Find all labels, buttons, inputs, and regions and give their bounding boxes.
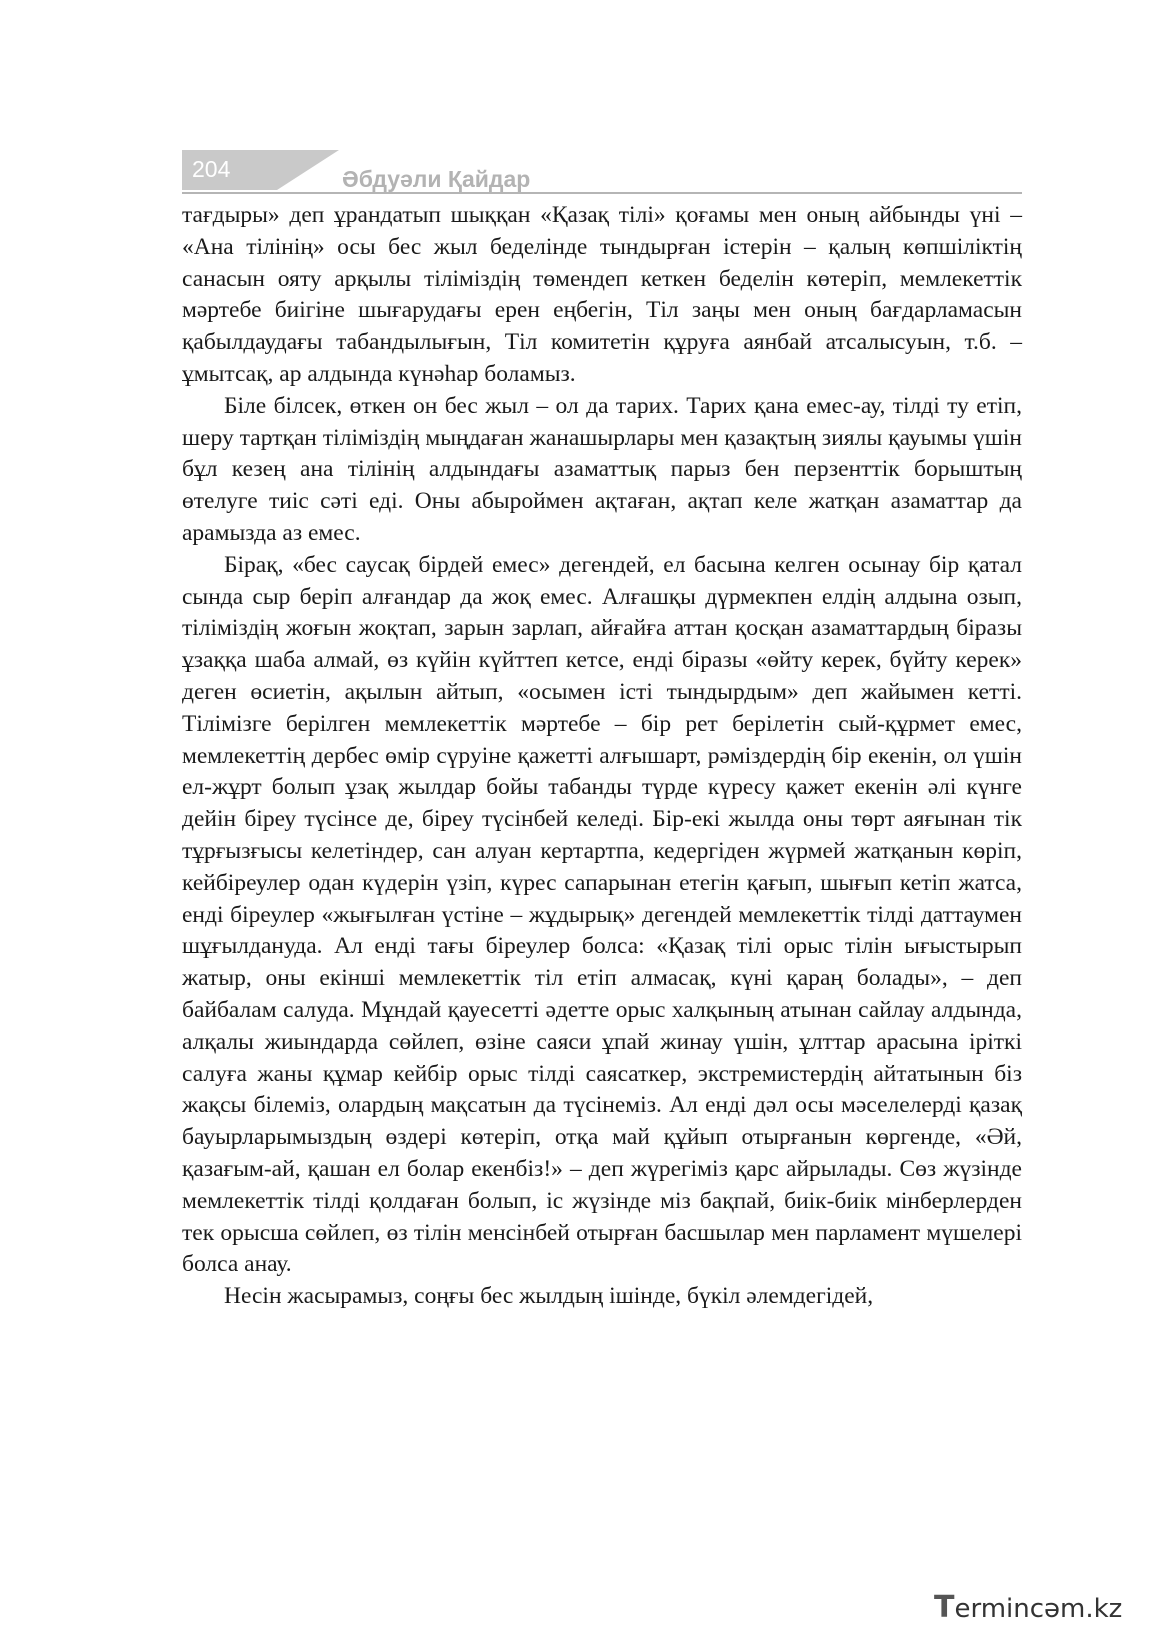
watermark-lead: T xyxy=(934,1590,955,1625)
body-text xyxy=(182,200,1022,1313)
header-decoration xyxy=(277,150,339,190)
watermark-rest: ermincәm.kz xyxy=(954,1594,1123,1624)
page-number: 204 xyxy=(192,156,231,182)
watermark-logo xyxy=(934,1590,1122,1625)
running-title: Әбдуәли Қайдар xyxy=(342,166,531,192)
running-header xyxy=(182,150,1022,196)
paragraph: Біле білсек, өткен он бес жыл – ол да тарих. Тарих қана емес-ау, тілді ту етіп, шеру тартқан тіліміздің мыңдаған жанашырлары мен қазақтың зиялы қауымы үшін бұл кезең ана тілінің алдындағы азаматтық парыз бен перзенттік борыштың өтелуге тиіс сәті еді. Оны абыроймен ақтаған, ақтап келе жатқан азаматтар да арамызда аз емес. xyxy=(182,392,1022,546)
paragraph: тағдыры» деп ұрандатып шыққан «Қазақ тілі» қоғамы мен оның айбынды үні – «Ана тілінің» осы бес жыл беделінде тындырған істерін – қалың көпшіліктің санасын ояту арқылы тіліміздің төмендеп кеткен беделін көтеріп, мемлекеттік мәртебе биігіне шығарудағы ерен еңбегін, Тіл заңы мен оның бағдарламасын қабылдаудағы табандылығын, Тіл комитетін құруға аянбай атсалысуын, т.б. – ұмытсақ, ар алдында күнәһар боламыз. xyxy=(182,202,1022,387)
page-number-box xyxy=(182,150,277,190)
header-rule xyxy=(182,192,1022,194)
paragraph: Несін жасырамыз, соңғы бес жылдың ішінде, бүкіл әлемдегідей, xyxy=(224,1283,874,1310)
paragraph: Бірақ, «бес саусақ бірдей емес» дегендей, ел басына келген осынау бір қатал сында сыр беріп алғандар да жоқ емес. Алғашқы дүрмекпен елдің алдына озып, тіліміздің жоғын жоқтап, зарын зарлап, айғайға аттан қосқан азаматтардың біразы ұзаққа шаба алмай, өз күйін күйттеп кетсе, енді біразы «өйту керек, бүйту керек» деген өсиетін, ақылын айтып, «осымен істі тындырдым» деп жайымен кетті. Тілімізге берілген мемлекеттік мәртебе – бір рет берілетін сый-құрмет емес, мемлекеттің дербес өмір сүруіне қажетті алғышарт, рәміздердің бір екенін, ол үшін ел-жұрт болып ұзақ жылдар бойы табанды түрде күресу қажет екенін әлі күнге дейін біреу түсінсе де, біреу түсінбей келеді. Бір-екі жылда оны төрт аяғынан тік тұрғызғысы келетіндер, сан алуан кертартпа, кедергіден жүрмей жатқанын көріп, кейбіреулер одан күдерін үзіп, күрес сапарынан етегін қағып, шығып кетіп жатса, енді біреулер «жығылған үстіне – жұдырық» дегендей мемлекеттік тілді даттаумен шұғылдануда. Ал енді тағы біреулер болса: «Қазақ тілі орыс тілін ығыстырып жатыр, оны екінші мемлекеттік тіл етіп алмасақ, күні қараң болады», – деп байбалам салуда. Мұндай қауесетті әдетте орыс халқының атынан сайлау алдында, алқалы жиындарда сөйлеп, өзіне саяси ұпай жинау үшін, ұлттар арасына іріткі салуға жаны құмар кейбір орыс тілді саясаткер, экстремистердің айтатынын біз жақсы білеміз, олардың мақсатын да түсінеміз. Ал енді дәл осы мәселелерді қазақ бауырларымыздың өздері көтеріп, отқа май құйып отырғанын көргенде, «Әй, қазағым-ай, қашан ел болар екенбіз!» – деп жүрегіміз қарс айрылады. Сөз жүзінде мемлекеттік тілді қолдаған болып, іс жүзінде міз бақпай, биік-биік мінберлерден тек орысша сөйлеп, өз тілін менсінбей отырған басшылар мен парламент мүшелері болса анау. xyxy=(182,551,1022,1278)
